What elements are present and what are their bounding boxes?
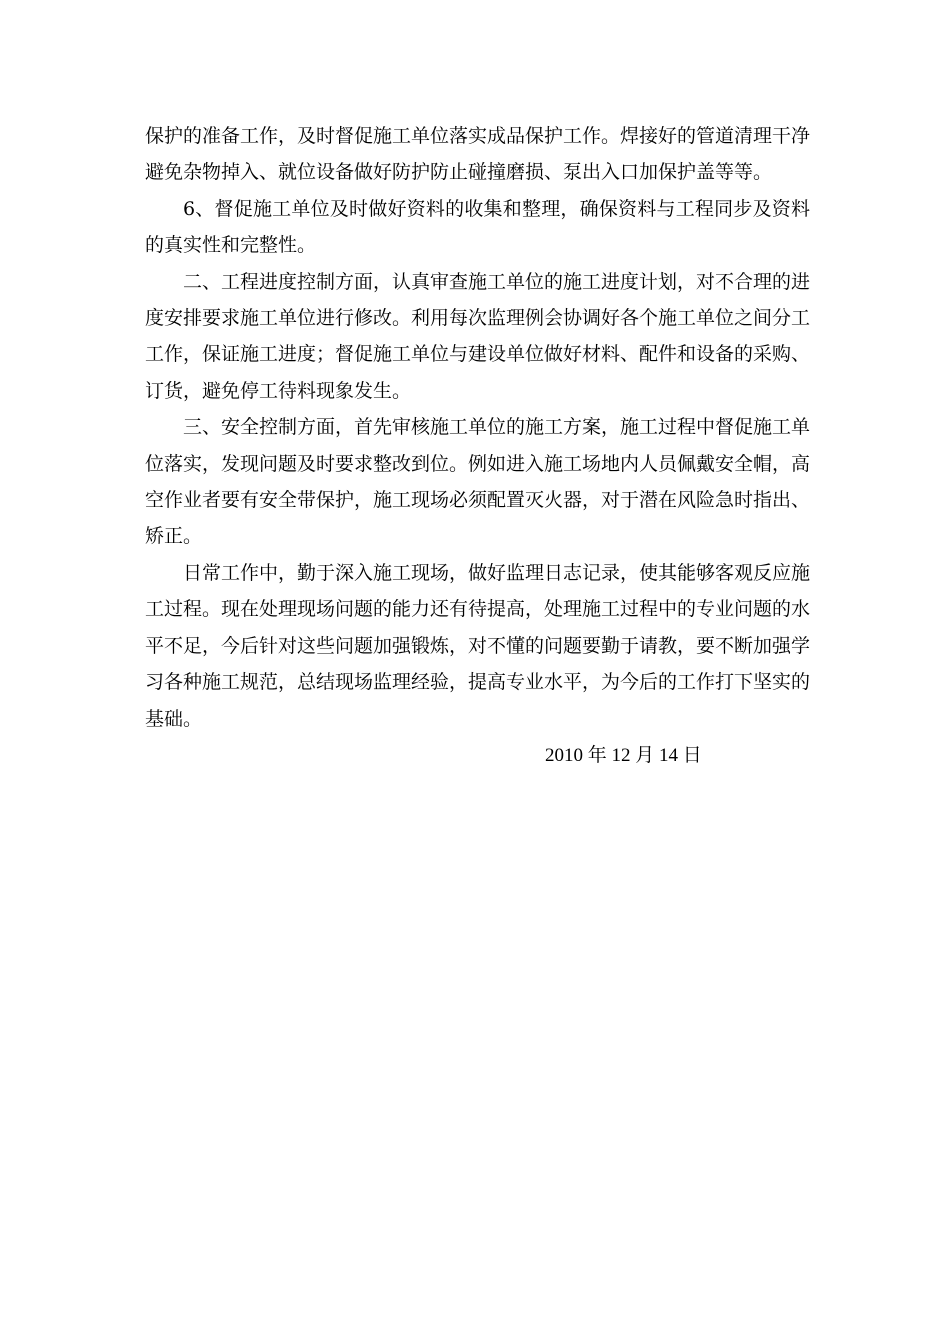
- document-date: 2010 年 12 月 14 日: [545, 745, 702, 766]
- paragraph-daily-work: 日常工作中，勤于深入施工现场，做好监理日志记录，使其能够客观反应施工过程。现在处理现场问题的能力还有待提高，处理施工过程中的专业问题的水平不足，今后针对这些问题加强锻炼，对不懂的问题要勤于请教，要不断加强学习各种施工规范，总结现场监理经验，提高专业水平，为今后的工作打下坚实的基础。: [145, 561, 811, 730]
- document-body: [145, 118, 810, 737]
- paragraph-progress-control: 二、工程进度控制方面，认真审查施工单位的施工进度计划，对不合理的进度安排要求施工单位进行修改。利用每次监理例会协调好各个施工单位之间分工工作，保证施工进度；督促施工单位与建设单位做好材料、配件和设备的采购、订货，避免停工待料现象发生。: [145, 270, 811, 402]
- paragraph-safety-control: 三、安全控制方面，首先审核施工单位的施工方案，施工过程中督促施工单位落实，发现问题及时要求整改到位。例如进入施工场地内人员佩戴安全帽，高空作业者要有安全带保护，施工现场必须配置灭火器，对于潜在风险急时指出、矫正。: [145, 416, 811, 548]
- paragraph-item-6: 6、督促施工单位及时做好资料的收集和整理，确保资料与工程同步及资料的真实性和完整性。: [145, 197, 810, 257]
- paragraph-continuation: 保护的准备工作，及时督促施工单位落实成品保护工作。焊接好的管道清理干净避免杂物掉入、就位设备做好防护防止碰撞磨损、泵出入口加保护盖等等。: [145, 125, 811, 184]
